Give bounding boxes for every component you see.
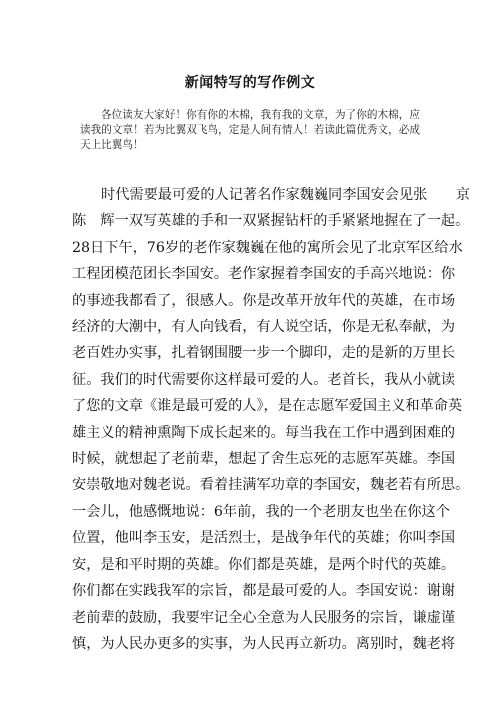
intro-paragraph: 各位读友大家好！你有你的木棉，我有我的文章，为了你的木棉，应读我的文章！若为比翼双飞鸟，定是人间有情人！若读此篇优秀文，必成天上比翼鸟！ [80, 109, 420, 151]
article-body [72, 182, 470, 657]
body-line: 工程团模范团长李国安。老作家握着李国安的手高兴地说：你 [72, 266, 456, 283]
body-line: 征。我们的时代需要你这样最可爱的人。老首长，我从小就读 [72, 371, 456, 388]
body-line: 你们都在实践我军的宗旨，都是最可爱的人。李国安说：谢谢 [72, 583, 456, 600]
body-line: 雄主义的精神熏陶下成长起来的。每当我在工作中遇到困难的 [72, 424, 456, 441]
body-line: 陈 辉一双写英雄的手和一双紧握钻杆的手紧紧地握在了一起。 [72, 213, 470, 230]
body-line: 位置，他叫李玉安，是活烈士，是战争年代的英雄；你叫李国 [72, 530, 456, 547]
body-line: 28日下午，76岁的老作家魏巍在他的寓所会见了北京军区给水 [72, 239, 463, 256]
body-line: 时候，就想起了老前辈，想起了舍生忘死的志愿军英雄。李国 [72, 451, 456, 468]
document-title: 新闻特写的写作例文 [184, 75, 316, 91]
body-line: 经济的大潮中，有人向钱看，有人说空话，你是无私奉献，为 [72, 319, 456, 336]
body-line: 的事迹我都看了，很感人。你是改革开放年代的英雄，在市场 [72, 292, 456, 309]
body-line: 老前辈的鼓励，我要牢记全心全意为人民服务的宗旨，谦虚谨 [72, 609, 456, 626]
body-line: 一会儿，他感慨地说：6年前，我的一个老朋友也坐在你这个 [72, 503, 450, 520]
body-line: 安，是和平时期的英雄。你们都是英雄，是两个时代的英雄。 [72, 556, 456, 573]
body-line: 老百姓办实事，扎着钢围腰一步一个脚印，走的是新的万里长 [72, 345, 456, 362]
body-line: 慎，为人民办更多的实事，为人民再立新功。离别时，魏老将 [72, 635, 456, 652]
body-line: 了您的文章《谁是最可爱的人》，是在志愿军爱国主义和革命英 [72, 398, 463, 415]
body-line: 时代需要最可爱的人记著名作家魏巍同李国安会见张 京 [101, 187, 470, 203]
body-line: 安崇敬地对魏老说。看着挂满军功章的李国安，魏老若有所思。 [72, 477, 470, 494]
